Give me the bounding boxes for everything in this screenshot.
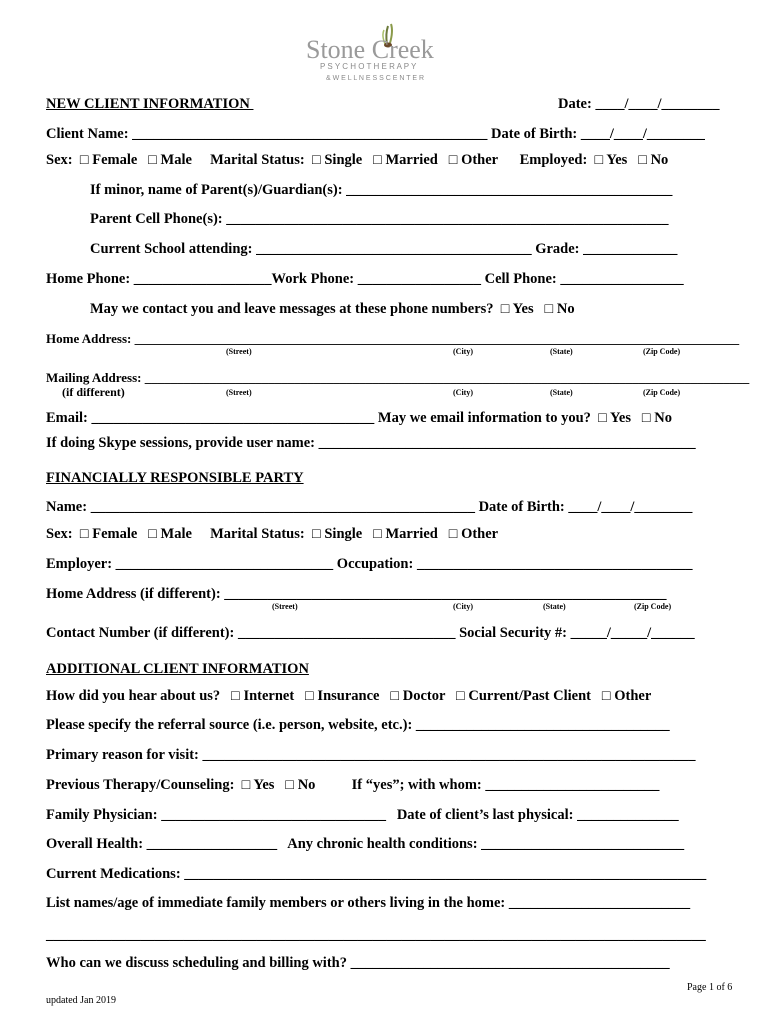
form-line-18[interactable]: How did you hear about us? □ Internet □ Insurance □ Doctor □ Current/Past Client □ Other <box>46 688 652 704</box>
page-number: Page 1 of 6 <box>687 982 733 993</box>
address-sublabel: (City) <box>453 388 473 397</box>
address-sublabel: (City) <box>453 347 473 356</box>
form-line-4[interactable]: If minor, name of Parent(s)/Guardian(s): _____________________________________________ <box>90 182 673 198</box>
form-line-23[interactable]: Overall Health: __________________ Any chronic health conditions: ____________________________ <box>46 836 685 852</box>
logo-line1: P S Y C H O T H E R A P Y <box>320 62 417 71</box>
form-line-9[interactable]: Email: _______________________________________ May we email information to you? □ Yes □ No <box>46 410 672 426</box>
form-line-2[interactable]: Client Name: _________________________________________________ Date of Birth: ____/____/________ <box>46 126 705 142</box>
fin-address-sublabel: (City) <box>453 602 473 611</box>
logo-stone-text: Stone Creek <box>306 35 434 64</box>
form-line-5[interactable]: Parent Cell Phone(s): _____________________________________________________________ <box>90 211 669 227</box>
address-sublabel: (Zip Code) <box>643 347 681 356</box>
form-line-8[interactable]: May we contact you and leave messages at these phone numbers? □ Yes □ No <box>90 301 575 317</box>
form-line-20[interactable]: Primary reason for visit: ____________________________________________________________________ <box>46 747 696 763</box>
form-line-24[interactable]: Current Medications: ________________________________________________________________________ <box>46 866 707 882</box>
address-sublabel: (Zip Code) <box>643 388 681 397</box>
fin-address-sublabel: (Street) <box>272 602 298 611</box>
logo-line2: & W E L L N E S S C E N T E R <box>326 75 425 82</box>
form-line-1[interactable]: Date: ____/____/________ <box>558 96 720 112</box>
form-line-13[interactable]: Sex: □ Female □ Male Marital Status: □ Single □ Married □ Other <box>46 526 499 542</box>
address-sublabel: (State) <box>550 388 573 397</box>
form-line-11[interactable]: FINANCIALLY RESPONSIBLE PARTY <box>46 470 304 486</box>
form-line-3[interactable]: Sex: □ Female □ Male Marital Status: □ Single □ Married □ Other Employed: □ Yes □ No <box>46 152 669 168</box>
form-line-12[interactable]: Name: _____________________________________________________ Date of Birth: ____/____/________ <box>46 499 693 515</box>
form-line-19[interactable]: Please specify the referral source (i.e. person, website, etc.): ___________________________________ <box>46 717 670 733</box>
address-sublabel: (State) <box>550 347 573 356</box>
form-line-0[interactable]: NEW CLIENT INFORMATION <box>46 96 254 112</box>
form-line-16[interactable]: Contact Number (if different): ______________________________ Social Security #: _____/_____/______ <box>46 625 695 641</box>
address-line-1[interactable]: Mailing Address: _____________________________________________________________________________________________ <box>46 370 750 385</box>
mailing-if-different-label: (if different) <box>62 385 125 399</box>
form-line-22[interactable]: Family Physician: _______________________________ Date of client’s last physical: ______________ <box>46 807 679 823</box>
form-line-10[interactable]: If doing Skype sessions, provide user name: ____________________________________________________ <box>46 435 696 451</box>
stone-creek-logo <box>300 22 470 84</box>
form-line-21[interactable]: Previous Therapy/Counseling: □ Yes □ No If “yes”; with whom: ________________________ <box>46 777 660 793</box>
address-sublabel: (Street) <box>226 388 252 397</box>
fin-address-sublabel: (State) <box>543 602 566 611</box>
form-line-15[interactable]: Home Address (if different): _____________________________________________________________ <box>46 586 667 602</box>
logo-graphic <box>300 22 470 84</box>
form-line-27[interactable]: Who can we discuss scheduling and billing with? ____________________________________________ <box>46 955 670 971</box>
address-line-0[interactable]: Home Address: _____________________________________________________________________________________________ <box>46 331 740 346</box>
fin-address-sublabel: (Zip Code) <box>634 602 672 611</box>
form-line-17[interactable]: ADDITIONAL CLIENT INFORMATION <box>46 661 309 677</box>
form-line-25[interactable]: List names/age of immediate family members or others living in the home: _________________________ <box>46 895 691 911</box>
address-sublabel: (Street) <box>226 347 252 356</box>
form-line-7[interactable]: Home Phone: ___________________Work Phone: _________________ Cell Phone: _________________ <box>46 271 684 287</box>
form-line-26[interactable]: ___________________________________________________________________________________________ <box>46 927 706 943</box>
updated-date: updated Jan 2019 <box>46 995 116 1006</box>
form-line-14[interactable]: Employer: ______________________________ Occupation: ______________________________________ <box>46 556 693 572</box>
form-line-6[interactable]: Current School attending: ______________________________________ Grade: _____________ <box>90 241 678 257</box>
